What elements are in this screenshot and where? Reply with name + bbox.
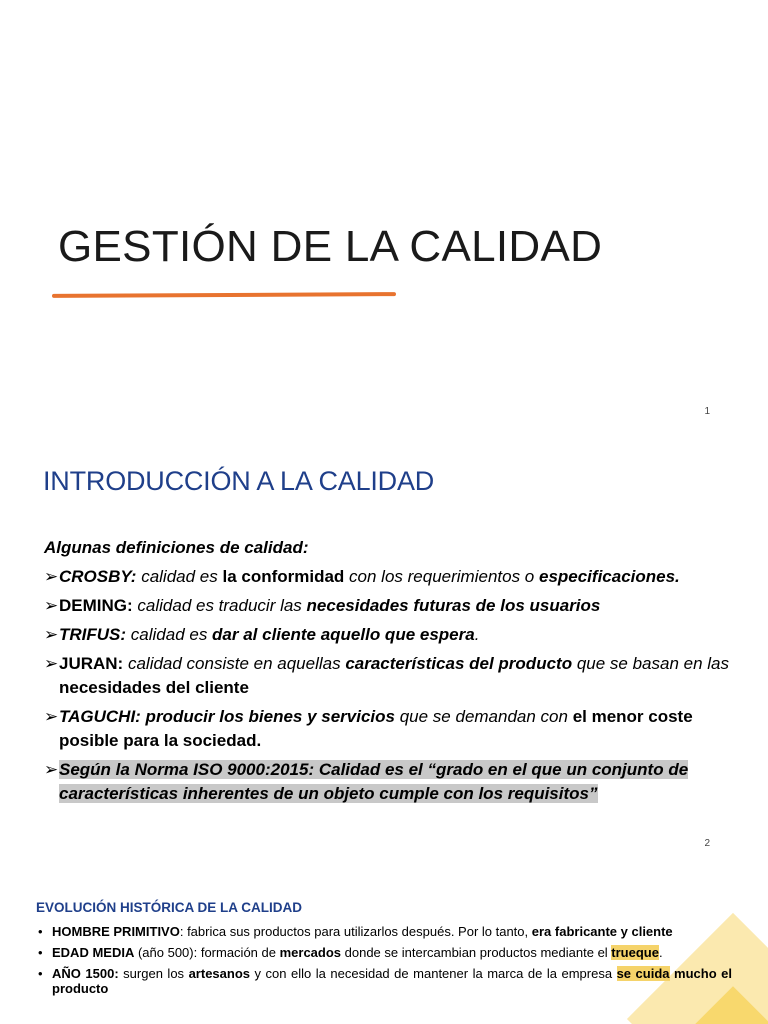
- title-underline: [52, 292, 396, 298]
- definition-bold: la conformidad: [222, 567, 345, 586]
- definition-text: calidad es: [126, 625, 213, 644]
- page-number: 2: [704, 838, 710, 849]
- slide-title: EVOLUCIÓN HISTÓRICA DE LA CALIDAD: [36, 900, 302, 915]
- item-text: y con ello la necesidad de mantener la marca de la empresa: [250, 966, 617, 981]
- slide-3: [0, 862, 768, 1024]
- item-text: (año 500): formación de: [134, 945, 280, 960]
- bullet-icon: •: [38, 924, 43, 939]
- definition-bold: necesidades del cliente: [59, 678, 249, 697]
- item-label: HOMBRE PRIMITIVO: [52, 924, 180, 939]
- definition-bold: características del producto: [345, 654, 573, 673]
- item-text: donde se intercambian productos mediante el: [341, 945, 612, 960]
- author-name: CROSBY:: [59, 567, 137, 586]
- arrow-bullet-icon: ➢: [44, 760, 59, 779]
- item-text: : fabrica sus productos para utilizarlos después. Por lo tanto,: [179, 924, 532, 939]
- slide-1: [0, 0, 768, 432]
- author-name: JURAN:: [59, 654, 124, 673]
- item-text: .: [658, 945, 663, 960]
- definition-text: que se basan en las: [572, 654, 729, 673]
- definition-deming: [44, 594, 734, 618]
- definition-bold: dar al cliente aquello que espera: [212, 625, 475, 644]
- bullet-icon: •: [38, 945, 43, 960]
- author-name: TRIFUS:: [59, 625, 127, 644]
- item-label: EDAD MEDIA: [52, 945, 135, 960]
- history-list: [36, 924, 732, 1002]
- definition-text: que se demandan con: [395, 707, 573, 726]
- item-highlight: trueque: [611, 945, 659, 960]
- author-name: DEMING:: [59, 596, 133, 615]
- bullet-icon: •: [38, 966, 43, 981]
- definition-taguchi: [44, 705, 734, 753]
- slide-2: [0, 432, 768, 862]
- definition-juran: [44, 652, 734, 700]
- slide-title: INTRODUCCIÓN A LA CALIDAD: [43, 466, 435, 496]
- item-bold: artesanos: [188, 966, 250, 981]
- list-item: [36, 966, 732, 996]
- item-bold: mercados: [279, 945, 342, 960]
- definition-bold: el menor coste posible para la sociedad.: [59, 707, 693, 750]
- definitions-heading: Algunas definiciones de calidad:: [44, 538, 309, 557]
- author-name: TAGUCHI: producir los bienes y servicios: [59, 707, 395, 726]
- arrow-bullet-icon: ➢: [44, 654, 59, 673]
- list-item: [36, 924, 732, 939]
- definition-text: calidad es: [136, 567, 223, 586]
- definition-bold: especificaciones.: [538, 567, 680, 586]
- list-item: [36, 945, 732, 960]
- definition-text: calidad consiste en aquellas: [123, 654, 346, 673]
- definition-crosby: [44, 565, 734, 589]
- item-text: surgen los: [118, 966, 189, 981]
- definition-text: calidad es traducir las: [132, 596, 307, 615]
- definition-text: con los requerimientos o: [344, 567, 539, 586]
- definition-bold: necesidades futuras de los usuarios: [306, 596, 601, 615]
- iso-definition-text: Según la Norma ISO 9000:2015: Calidad es el “grado en el que un conjunto de características inherentes de un objeto cumple con los requisitos”: [59, 760, 689, 803]
- arrow-bullet-icon: ➢: [44, 707, 59, 726]
- arrow-bullet-icon: ➢: [44, 596, 59, 615]
- page-number: 1: [704, 406, 710, 417]
- item-bold: era fabricante y cliente: [531, 924, 673, 939]
- definitions-list: [44, 536, 734, 811]
- arrow-bullet-icon: ➢: [44, 625, 59, 644]
- definition-iso: [44, 758, 734, 806]
- definition-trifus: [44, 623, 734, 647]
- slide-title: GESTIÓN DE LA CALIDAD: [58, 222, 603, 271]
- definition-text: .: [474, 625, 480, 644]
- item-bold: mucho el producto: [52, 966, 733, 996]
- arrow-bullet-icon: ➢: [44, 567, 59, 586]
- item-label: AÑO 1500:: [52, 966, 119, 981]
- item-highlight: se cuida: [616, 966, 670, 981]
